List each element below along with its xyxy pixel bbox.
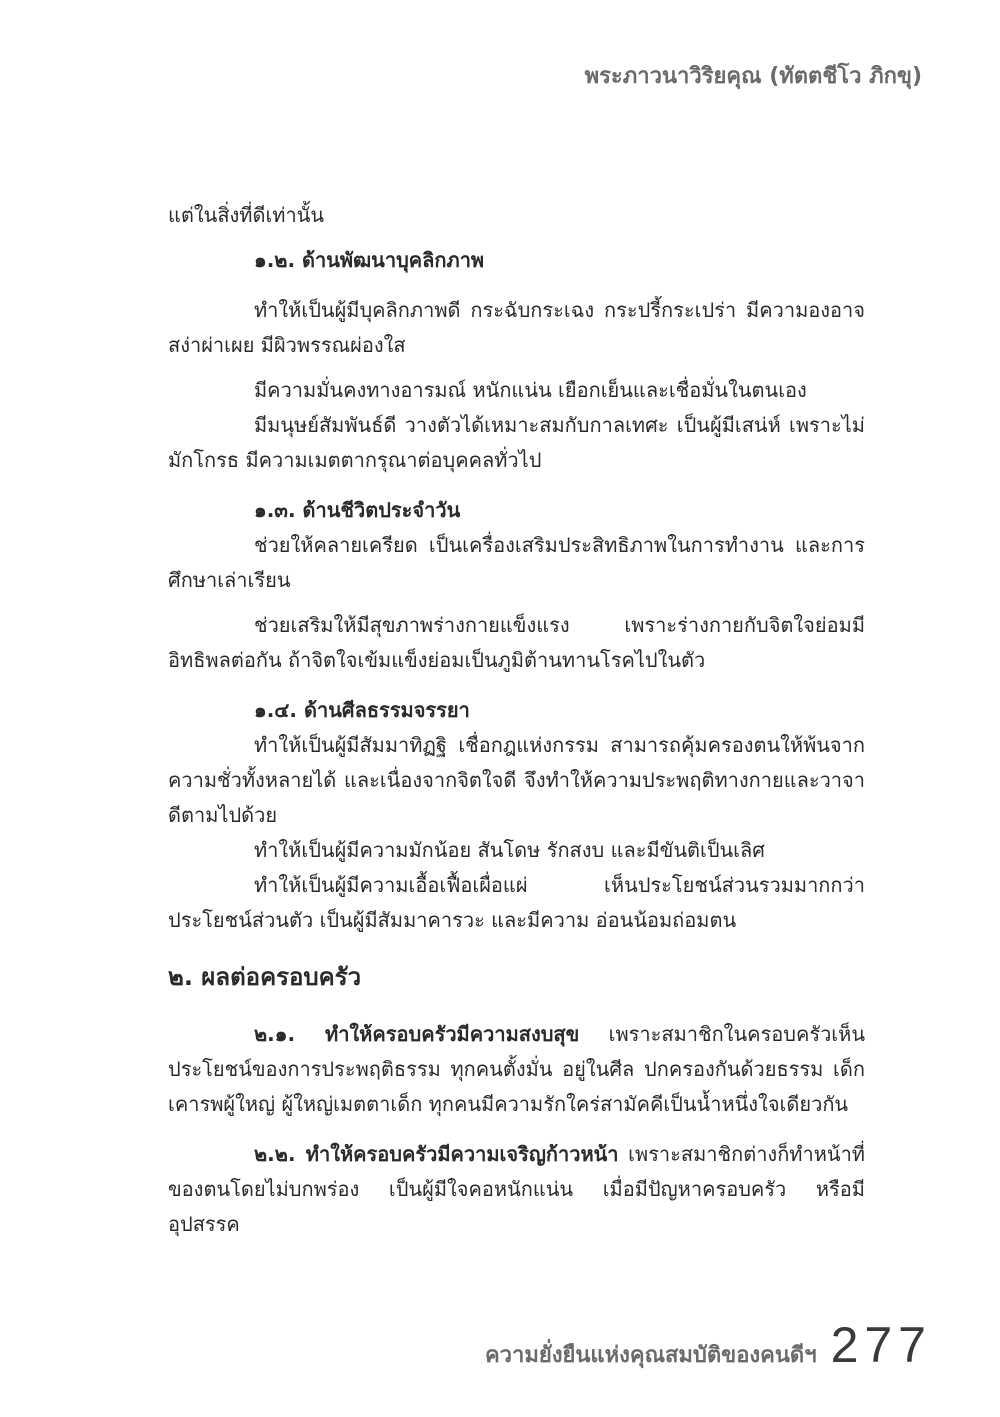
page-body: [168, 198, 865, 1242]
subsection-heading: ๑.๓. ด้านชีวิตประจำวัน: [254, 498, 461, 522]
paragraph: ทำให้เป็นผู้มีความมักน้อย สันโดษ รักสงบ และมีขันติเป็นเลิศ: [254, 838, 765, 862]
section-heading: ๒. ผลต่อครอบครัว: [168, 963, 362, 991]
footer-title: ความยั่งยืนแห่งคุณสมบัติของคนดีฯ: [484, 1343, 817, 1368]
paragraph-text: เพราะสมาชิกในครอบครัวเห็นประโยชน์ของการประพฤติธรรม ทุกคนตั้งมั่น อยู่ในศีล ปกครองกันด้วยธรรม เด็กเคารพผู้ใหญ่ ผู้ใหญ่เมตตาเด็ก ทุกคนมีความรักใคร่สามัคคีเป็นน้ำหนึ่งใจเดียวกัน: [168, 1022, 865, 1116]
subsection-heading: ๑.๔. ด้านศีลธรรมจรรยา: [254, 698, 470, 722]
page-number: 277: [830, 1317, 932, 1373]
paragraph: ทำให้เป็นผู้มีบุคลิกภาพดี กระฉับกระเฉง กระปรี้กระเปร่า มีความองอาจ สง่าผ่าเผย มีผิวพรรณผ่องใส: [168, 298, 865, 357]
subsection-heading: ๑.๒. ด้านพัฒนาบุคลิกภาพ: [254, 248, 485, 272]
paragraph-text: เพราะสมาชิกต่างก็ทำหน้าที่ของตนโดยไม่บกพร่อง เป็นผู้มีใจคอหนักแน่น เมื่อมีปัญหาครอบครัว หรือมีอุปสรรค: [168, 1142, 865, 1236]
paragraph: ทำให้เป็นผู้มีความเอื้อเฟื้อเผื่อแผ่ เห็นประโยชน์ส่วนรวมมากกว่าประโยชน์ส่วนตัว เป็นผู้มีสัมมาคารวะ และมีความ อ่อนน้อมถ่อมตน: [168, 873, 865, 932]
running-footer: [485, 1316, 932, 1374]
running-header: พระภาวนาวิริยคุณ (ทัตตชีโว ภิกขุ): [584, 64, 922, 89]
inline-heading: ๒.๒. ทำให้ครอบครัวมีความเจริญก้าวหน้า: [254, 1142, 619, 1166]
paragraph: [168, 1017, 865, 1122]
paragraph: มีมนุษย์สัมพันธ์ดี วางตัวได้เหมาะสมกับกาลเทศะ เป็นผู้มีเสน่ห์ เพราะไม่มักโกรธ มีความเมตตากรุณาต่อบุคคลทั่วไป: [168, 413, 865, 472]
paragraph: ช่วยให้คลายเครียด เป็นเครื่องเสริมประสิทธิภาพในการทำงาน และการศึกษาเล่าเรียน: [168, 533, 865, 592]
paragraph: แต่ในสิ่งที่ดีเท่านั้น: [168, 203, 325, 227]
paragraph: ทำให้เป็นผู้มีสัมมาทิฏฐิ เชื่อกฎแห่งกรรม สามารถคุ้มครองตนให้พ้นจากความชั่วทั้งหลายได้ และเนื่องจากจิตใจดี จึงทำให้ความประพฤติทางกายและวาจาดีตามไปด้วย: [168, 733, 865, 827]
paragraph: [168, 1137, 865, 1242]
inline-heading: ๒.๑. ทำให้ครอบครัวมีความสงบสุข: [254, 1022, 580, 1046]
paragraph: มีความมั่นคงทางอารมณ์ หนักแน่น เยือกเย็นและเชื่อมั่นในตนเอง: [254, 378, 807, 402]
paragraph: ช่วยเสริมให้มีสุขภาพร่างกายแข็งแรง เพราะร่างกายกับจิตใจย่อมมีอิทธิพลต่อกัน ถ้าจิตใจเข้มแข็งย่อมเป็นภูมิต้านทานโรคไปในตัว: [168, 613, 865, 672]
